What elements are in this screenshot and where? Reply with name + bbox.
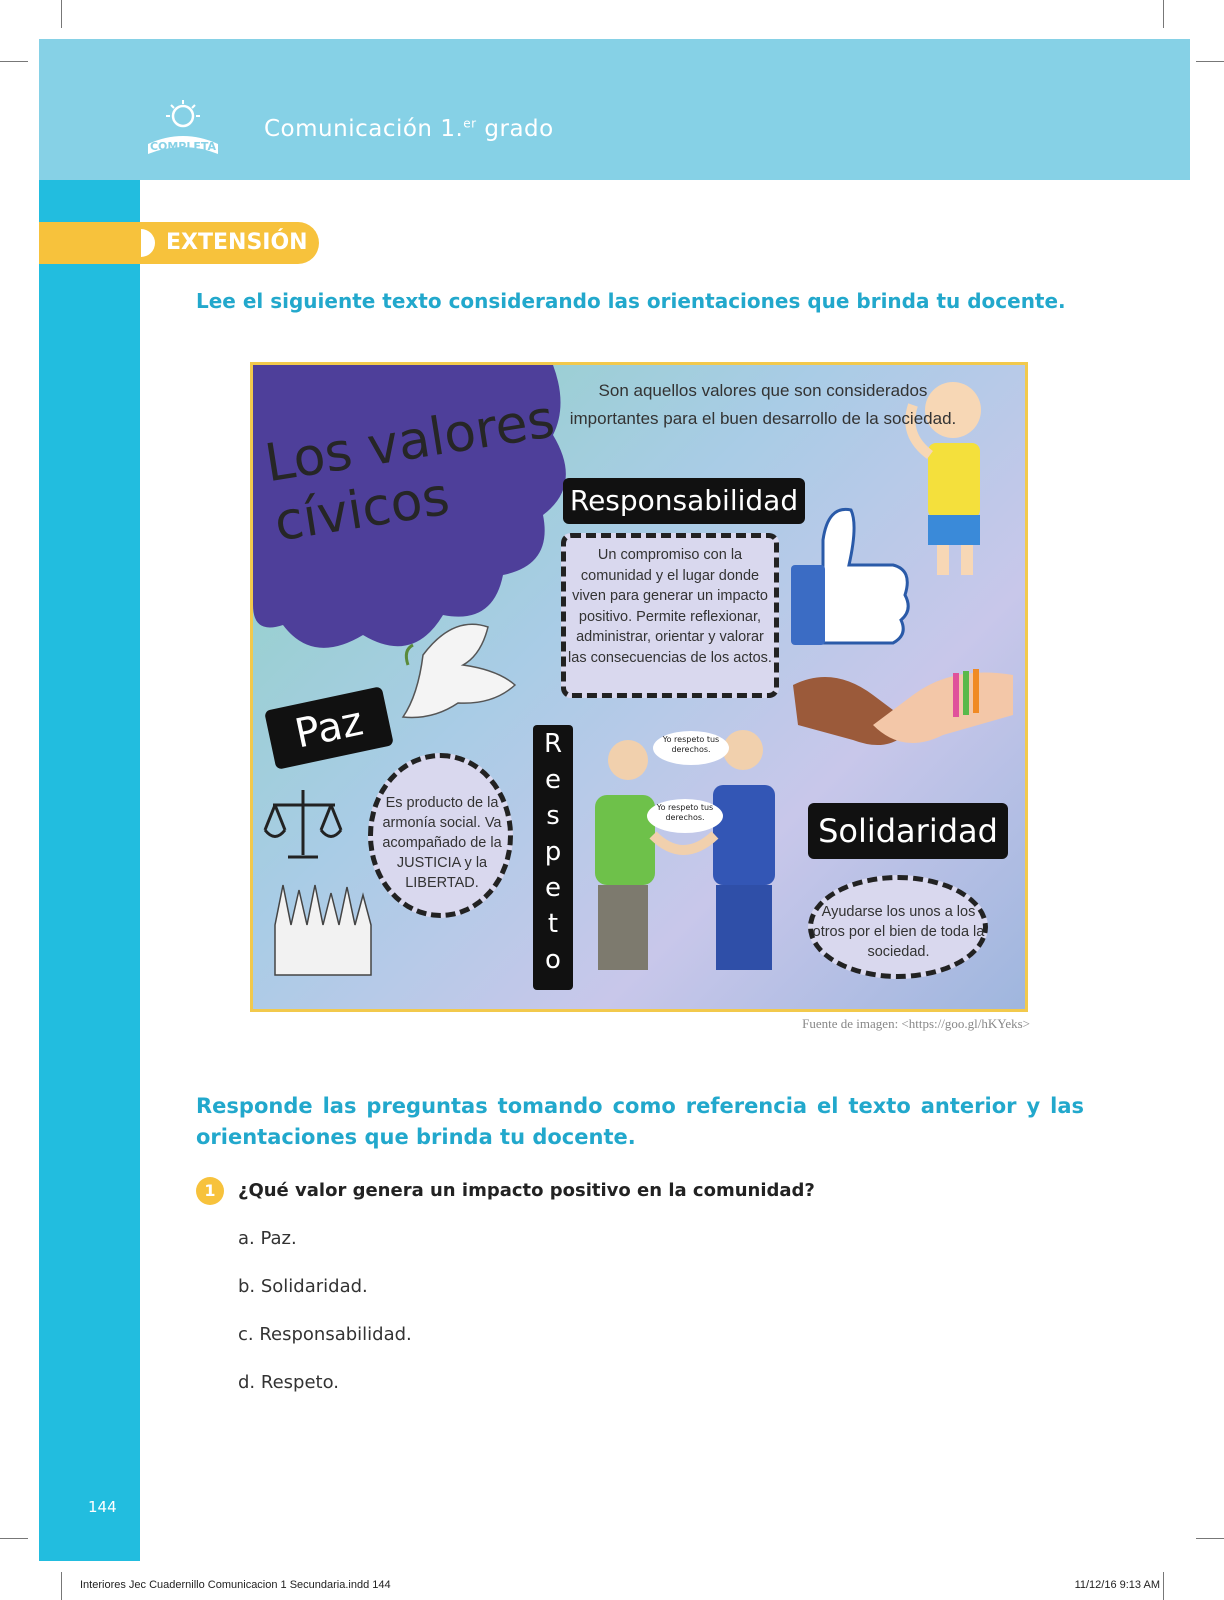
responsabilidad-label: Responsabilidad	[563, 478, 805, 524]
answer-option-a: a. Paz.	[238, 1228, 297, 1249]
infographic-intro: Son aquellos valores que son considerados importantes para el buen desarrollo de la sociedad.	[569, 381, 957, 428]
respeto-letter: o	[545, 945, 561, 975]
image-source: Fuente de imagen: <https://goo.gl/hKYeks>	[802, 1016, 1030, 1031]
response-instruction: Responde las preguntas tomando como referencia el texto anterior y las orientaciones que brinda tu docente.	[196, 1094, 1084, 1149]
crop-mark	[61, 1572, 62, 1600]
handshake-icon	[793, 669, 1013, 745]
svg-text:COMPLETA: COMPLETA	[149, 140, 217, 153]
crop-mark	[1163, 1572, 1164, 1600]
question-text: ¿Qué valor genera un impacto positivo en la comunidad?	[238, 1180, 815, 1201]
speech-bubble: Yo respeto tus derechos.	[653, 731, 729, 765]
paz-description: Es producto de la armonía social. Va acompañado de la JUSTICIA y la LIBERTAD.	[382, 795, 502, 891]
footer-timestamp: 11/12/16 9:13 AM	[1074, 1579, 1160, 1591]
responsabilidad-description: Un compromiso con la comunidad y el lugar donde viven para generar un impacto positivo. Permite reflexionar, administrar, orientar y valorar las consecuencias de los actos.	[568, 547, 772, 666]
answer-option-b: b. Solidaridad.	[238, 1276, 368, 1297]
thumbs-up-icon	[791, 509, 908, 645]
respeto-letter: t	[547, 909, 559, 939]
solidaridad-label: Solidaridad	[808, 803, 1008, 859]
page-header-title: Comunicación 1.$^{er}$ grado	[264, 116, 554, 142]
infographic-title: Los valores cívicos	[261, 389, 559, 554]
scales-icon	[265, 790, 341, 857]
crop-mark	[1196, 1538, 1224, 1539]
respeto-letter: s	[546, 801, 560, 831]
answer-option-d: d. Respeto.	[238, 1372, 339, 1393]
reading-instruction: Lee el siguiente texto considerando las orientaciones que brinda tu docente.	[196, 289, 1066, 313]
respeto-letter: e	[545, 873, 561, 903]
crop-mark	[1163, 0, 1164, 28]
two-men-handshake-icon	[595, 730, 775, 970]
footer-file-info: Interiores Jec Cuadernillo Comunicacion 1 Secundaria.indd 144	[80, 1579, 391, 1591]
respeto-letter: R	[543, 729, 563, 759]
left-margin-band	[39, 180, 140, 1561]
crop-mark	[0, 1538, 28, 1539]
answer-option-c: c. Responsabilidad.	[238, 1324, 412, 1345]
speech-bubble: Yo respeto tus derechos.	[647, 799, 723, 833]
respeto-letter: p	[544, 837, 562, 867]
page-number: 144	[88, 1498, 117, 1516]
valores-civicos-infographic	[250, 362, 1028, 1012]
jornada-escolar-logo	[138, 98, 228, 162]
crop-mark	[1196, 61, 1224, 62]
solidaridad-description: Ayudarse los unos a los otros por el bien de toda la sociedad.	[812, 904, 985, 960]
section-label: EXTENSIÓN	[166, 230, 308, 255]
crop-mark	[0, 61, 28, 62]
paz-label: Paz	[264, 686, 394, 770]
respeto-letter: e	[545, 765, 561, 795]
crop-mark	[61, 0, 62, 28]
question-number-badge: 1	[196, 1177, 224, 1205]
respeto-label	[533, 725, 573, 990]
crowd-icon	[275, 885, 371, 975]
